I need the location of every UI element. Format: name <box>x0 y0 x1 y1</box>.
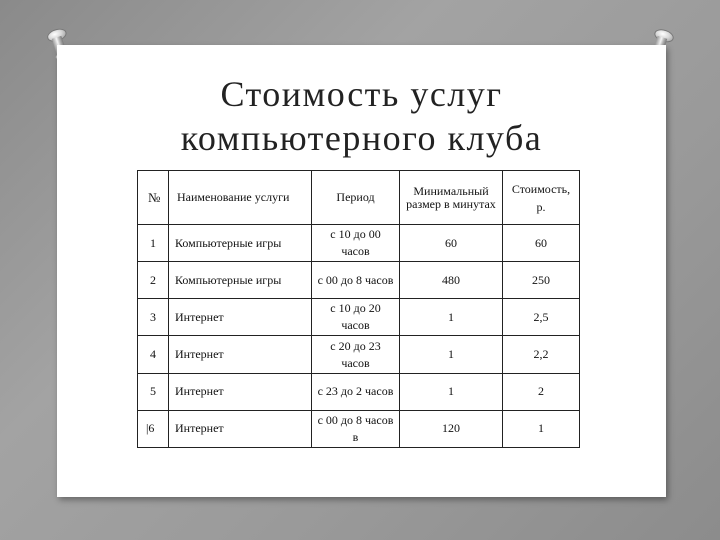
header-service: Наименование услуги <box>169 171 312 225</box>
table-row <box>138 225 580 262</box>
row-min-minutes: 1 <box>400 373 503 410</box>
row-min-minutes: 480 <box>400 262 503 299</box>
row-price: 1 <box>503 410 580 447</box>
row-number: 1 <box>138 225 169 262</box>
header-min-minutes: Минимальный размер в минутах <box>400 171 503 225</box>
row-min-minutes: 1 <box>400 299 503 336</box>
row-service: Интернет <box>169 373 312 410</box>
table-row <box>138 373 580 410</box>
row-number: 2 <box>138 262 169 299</box>
row-price: 2,2 <box>503 336 580 373</box>
row-service: Интернет <box>169 336 312 373</box>
row-period: с 20 до 23 часов <box>312 336 400 373</box>
row-service: Интернет <box>169 299 312 336</box>
table-row <box>138 262 580 299</box>
row-period: с 00 до 8 часов в <box>312 410 400 447</box>
price-table <box>137 170 580 448</box>
slide-title-line1: Стоимость услуг <box>220 74 503 114</box>
row-number: |6 <box>138 410 169 447</box>
table-row <box>138 336 580 373</box>
table-header-row <box>138 171 580 225</box>
slide-title-line2: компьютерного клуба <box>180 118 543 158</box>
row-price: 250 <box>503 262 580 299</box>
row-period: с 23 до 2 часов <box>312 373 400 410</box>
row-service: Компьютерные игры <box>169 225 312 262</box>
row-price: 2 <box>503 373 580 410</box>
row-min-minutes: 1 <box>400 336 503 373</box>
row-number: 3 <box>138 299 169 336</box>
header-period: Период <box>312 171 400 225</box>
slide-title <box>57 72 666 160</box>
header-price: Стоимость, р. <box>503 171 580 225</box>
row-period: с 10 до 20 часов <box>312 299 400 336</box>
row-price: 60 <box>503 225 580 262</box>
table-row <box>138 299 580 336</box>
row-period: с 00 до 8 часов <box>312 262 400 299</box>
row-service: Компьютерные игры <box>169 262 312 299</box>
table-row <box>138 410 580 447</box>
row-number: 4 <box>138 336 169 373</box>
row-number: 5 <box>138 373 169 410</box>
row-service: Интернет <box>169 410 312 447</box>
row-period: с 10 до 00 часов <box>312 225 400 262</box>
header-number: № <box>138 171 169 225</box>
row-min-minutes: 60 <box>400 225 503 262</box>
row-min-minutes: 120 <box>400 410 503 447</box>
row-price: 2,5 <box>503 299 580 336</box>
